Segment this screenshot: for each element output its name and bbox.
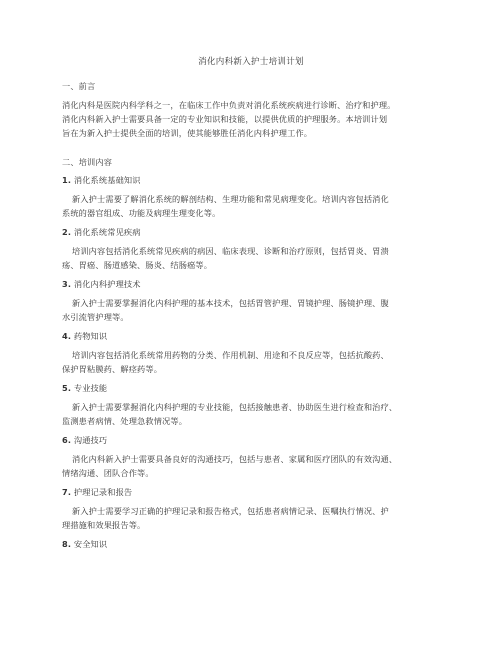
item-text-line: 水引流管护理等。 xyxy=(62,312,129,322)
paragraph-line: 消化内科新入护士需要具备一定的专业知识和技能，以提供优质的护理服务。本培训计划 xyxy=(62,114,388,124)
item-title: 专业技能 xyxy=(73,383,108,393)
item-heading xyxy=(62,486,132,498)
paragraph-line: 旨在为新入护士提供全面的培训，使其能够胜任消化内科护理工作。 xyxy=(62,128,313,138)
item-text-line: 新入护士需要了解消化系统的解剖结构、生理功能和常见病理变化。培训内容包括消化 xyxy=(72,194,389,204)
item-number: 2. xyxy=(62,227,72,237)
item-heading xyxy=(62,382,107,394)
item-number: 4. xyxy=(62,331,72,341)
item-title: 消化系统基础知识 xyxy=(73,175,141,185)
item-text-line: 新入护士需要掌握消化内科护理的基本技术，包括胃管护理、胃镜护理、肠镜护理、腹 xyxy=(72,298,389,308)
item-text-line: 新入护士需要掌握消化内科护理的专业技能，包括接触患者、协助医生进行检查和治疗、 xyxy=(72,402,398,412)
item-number: 7. xyxy=(62,487,72,497)
item-heading xyxy=(62,538,107,550)
item-title: 消化系统常见疾病 xyxy=(73,227,141,237)
item-text-line: 培训内容包括消化系统常见疾病的病因、临床表现、诊断和治疗原则，包括胃炎、胃溃 xyxy=(72,246,389,256)
item-text-line: 保护胃粘膜药、解痉药等。 xyxy=(62,364,163,374)
item-text-line: 监测患者病情、处理急救情况等。 xyxy=(62,416,188,426)
item-text-line: 新入护士需要学习正确的护理记录和报告格式，包括患者病情记录、医嘱执行情况、护 xyxy=(72,506,389,516)
item-title: 护理记录和报告 xyxy=(73,487,133,497)
section-heading-preface: 一、前言 xyxy=(62,81,96,91)
item-number: 8. xyxy=(62,539,72,549)
item-text-line: 培训内容包括消化系统常用药物的分类、作用机制、用途和不良反应等，包括抗酸药、 xyxy=(72,350,389,360)
item-title: 安全知识 xyxy=(73,539,108,549)
section-heading-training-content: 二、培训内容 xyxy=(62,157,113,167)
item-title: 消化内科护理技术 xyxy=(73,279,141,289)
item-text-line: 疡、胃癌、肠道感染、肠炎、结肠癌等。 xyxy=(62,260,213,270)
item-title: 沟通技巧 xyxy=(73,435,108,445)
item-number: 6. xyxy=(62,435,72,445)
item-heading xyxy=(62,434,107,446)
item-text-line: 系统的器官组成、功能及病理生理变化等。 xyxy=(62,208,221,218)
item-number: 1. xyxy=(62,175,72,185)
item-heading xyxy=(62,278,141,290)
item-text-line: 消化内科新入护士需要具备良好的沟通技巧，包括与患者、家属和医疗团队的有效沟通、 xyxy=(72,454,398,464)
item-number: 5. xyxy=(62,383,72,393)
paragraph-line: 消化内科是医院内科学科之一，在临床工作中负责对消化系统疾病进行诊断、治疗和护理。 xyxy=(62,100,396,110)
item-title: 药物知识 xyxy=(73,331,108,341)
item-text-line: 情绪沟通、团队合作等。 xyxy=(62,468,154,478)
item-text-line: 理措施和效果报告等。 xyxy=(62,520,146,530)
item-heading xyxy=(62,174,141,186)
item-heading xyxy=(62,226,141,238)
item-heading xyxy=(62,330,107,342)
item-number: 3. xyxy=(62,279,72,289)
document-title: 消化内科新入护士培训计划 xyxy=(198,57,304,67)
